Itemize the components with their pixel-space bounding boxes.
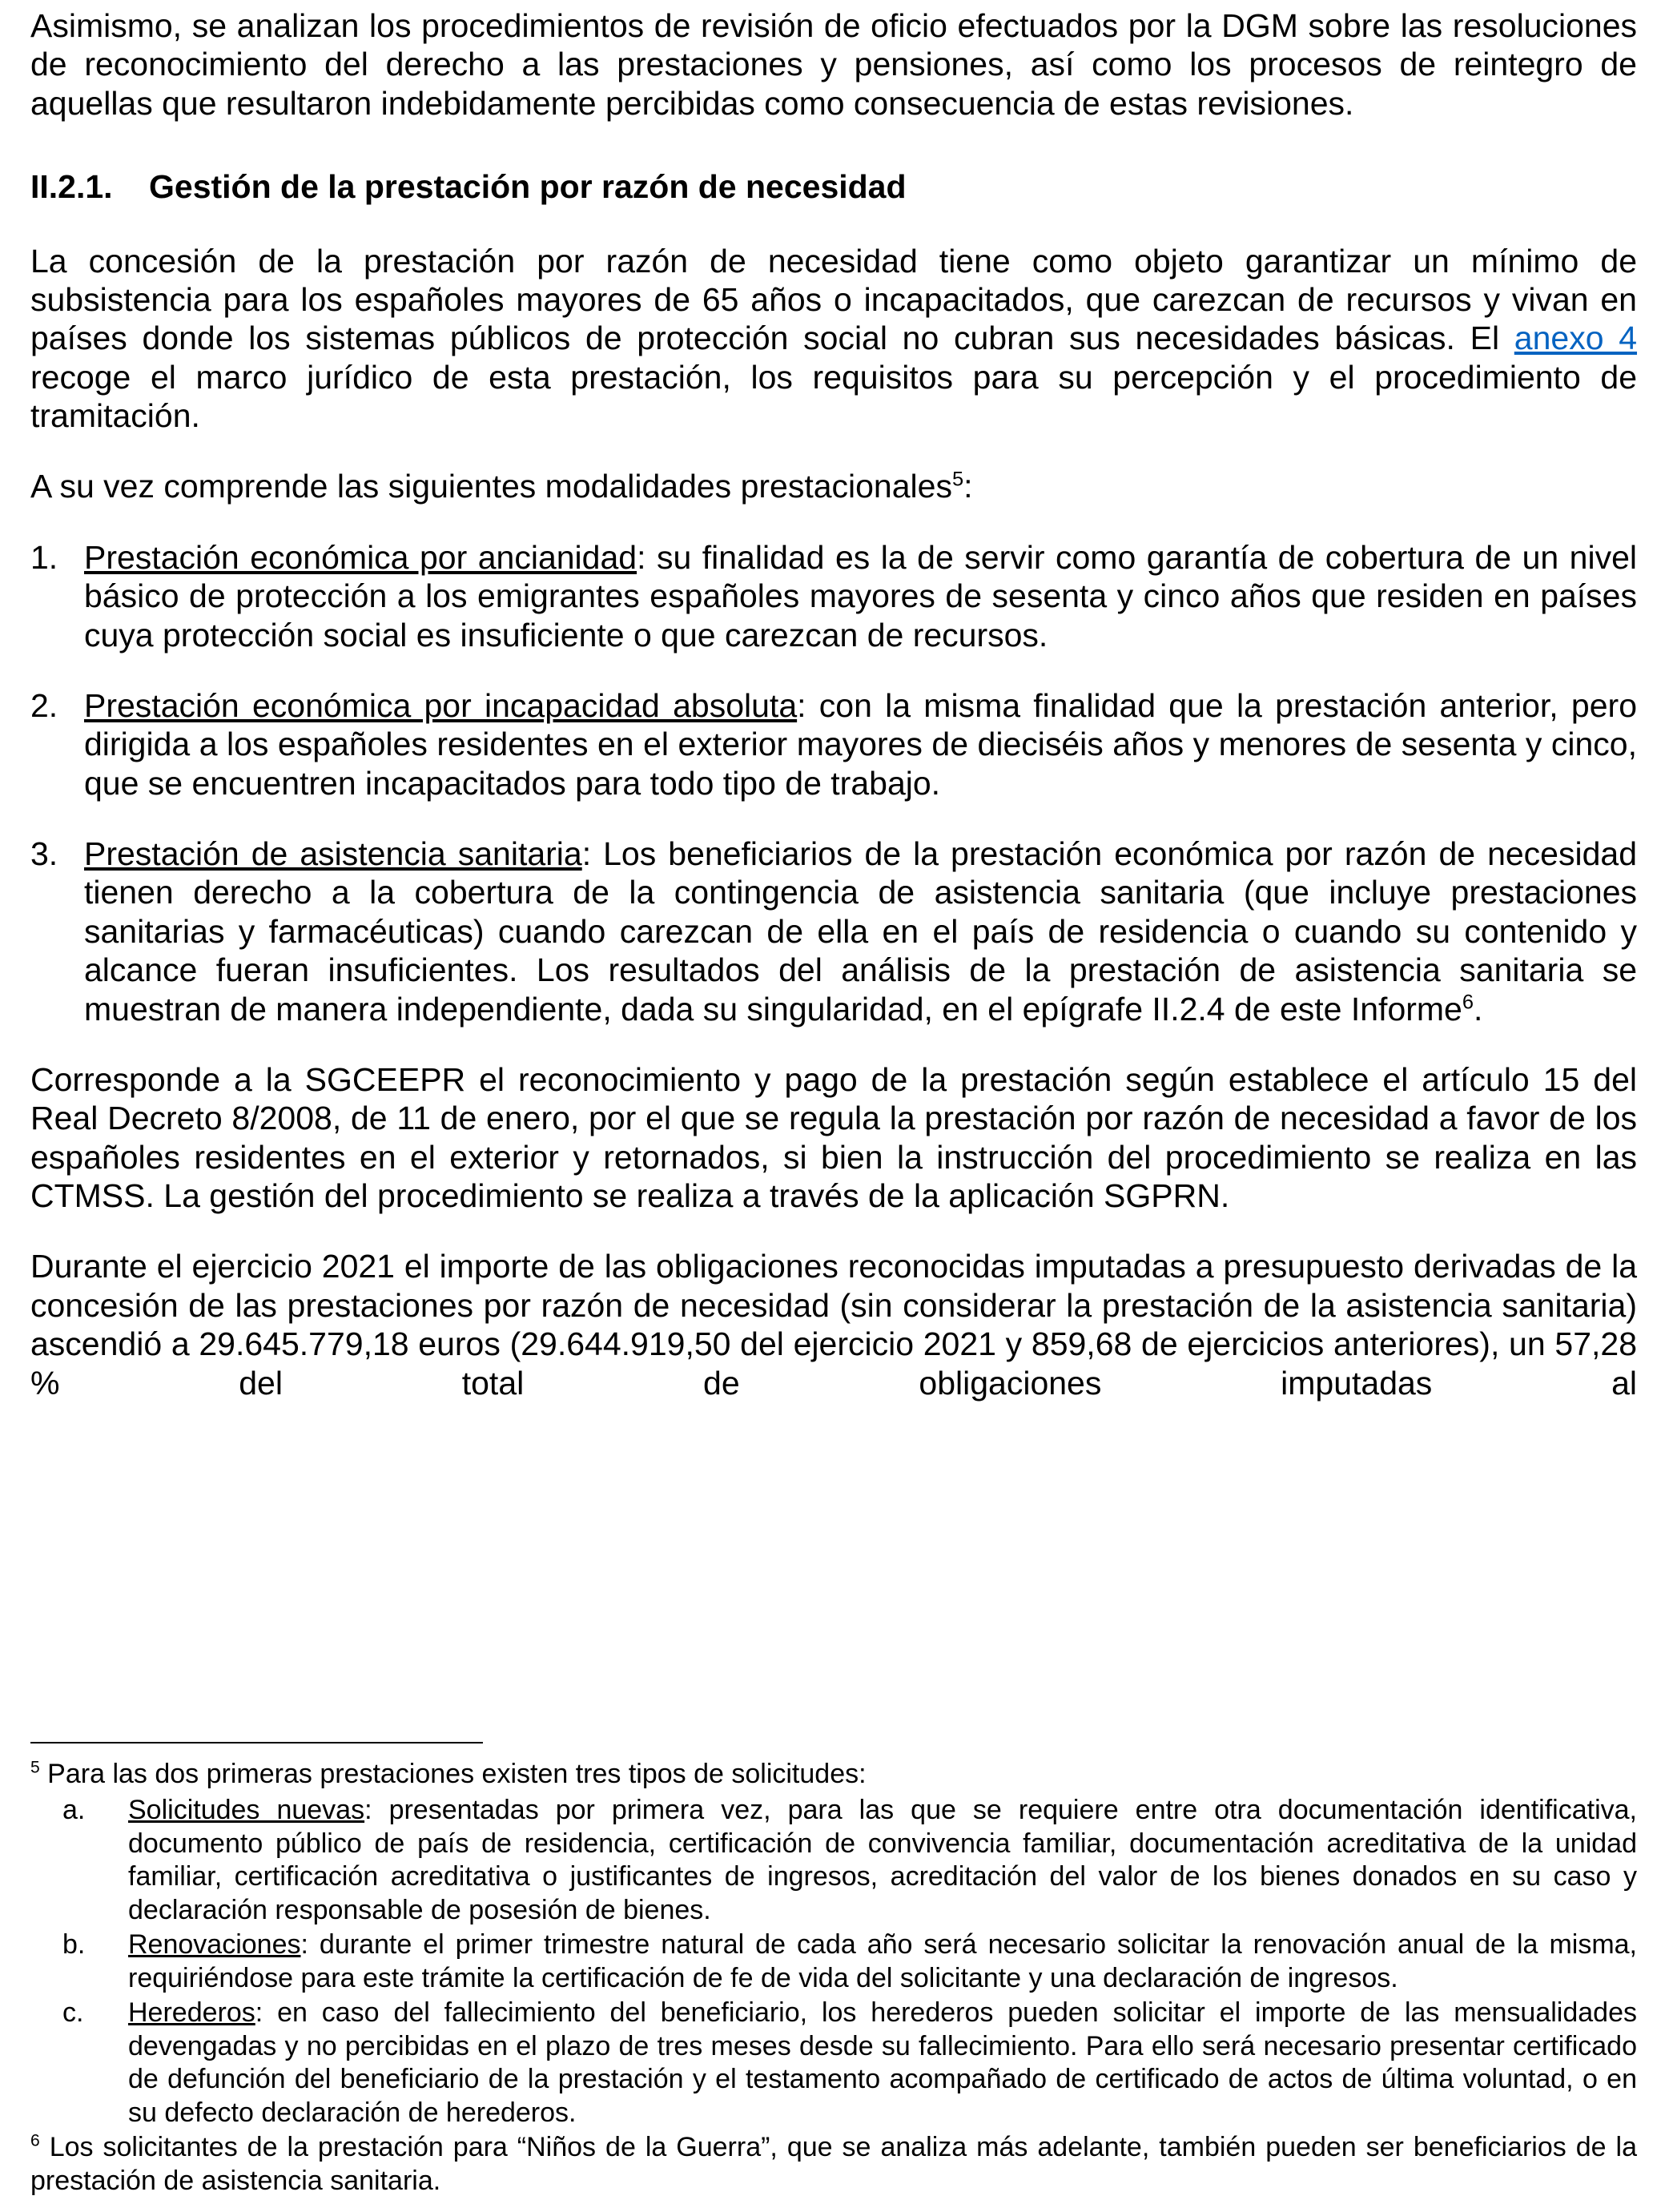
list-item-lead: Prestación económica por ancianidad (84, 538, 637, 576)
list-item-ancianidad (30, 538, 1637, 654)
footnote-text: : en caso del fallecimiento del beneficiario, los herederos pueden solicitar el importe de las mensualidades devengadas y no percibidas en el plazo de tres meses desde su fallecimiento. Para ello será necesario presentar certificado de defunción del beneficiario de la prestación y el testamento acompañado de certificado de actos de última voluntad, o en su defecto declaración de herederos. (128, 1997, 1637, 2128)
paragraph-text: : su finalidad es la de servir como garantía de cobertura de un nivel básico de protección a los emigrantes españoles mayores de sesenta y cinco años que residen en países cuya protección social es insuficiente o que carezcan de recursos. (84, 538, 1637, 654)
list-item-text (84, 835, 1637, 1028)
section-title: Gestión de la prestación por razón de necesidad (149, 168, 907, 206)
paragraph-text: : (963, 468, 973, 505)
list-item-lead: Prestación económica por incapacidad absoluta (84, 686, 798, 724)
footnote-ref-5: 5 (951, 468, 964, 491)
footnote-separator (30, 1742, 483, 1743)
footnote-item-text (128, 1794, 1637, 1927)
paragraph-text: : Los beneficiarios de la prestación económica por razón de necesidad tienen derecho a la cobertura de la contingencia de asistencia sanitaria (que incluye prestaciones sanitarias y farmacéuticas) cuando carezcan de ella en el país de residencia o cuando su contenido y alcance fueran insuficientes. Los resultados del análisis de la prestación de asistencia sanitaria se muestran de manera independiente, dada su singularidad, en el epígrafe II.2.4 de este Informe (84, 835, 1637, 1028)
list-item-lead: Prestación de asistencia sanitaria (84, 835, 582, 872)
footnote-5-item-c (30, 1997, 1637, 2130)
section-number: II.2.1. (30, 168, 113, 206)
footnote-item-letter: a. (62, 1795, 86, 1826)
paragraph-corresponde: Corresponde a la SGCEEPR el reconocimiento y pago de la prestación según establece el artículo 15 del Real Decreto 8/2008, de 11 de enero, por el que se regula la prestación por razón de necesidad a favor de los españoles residentes en el exterior y retornados, si bien la instrucción del procedimiento se realiza en las CTMSS. La gestión del procedimiento se realiza a través de la aplicación SGPRN. (30, 1060, 1637, 1214)
list-item-incapacidad (30, 686, 1637, 802)
footnote-5-item-a (30, 1794, 1637, 1927)
paragraph-text: A su vez comprende las siguientes modalidades prestacionales (30, 468, 952, 505)
footnote-text: : presentadas por primera vez, para las que se requiere entre otra documentación identificativa, documento público de país de residencia, certificación de convivencia familiar, documentación acreditativa de la unidad familiar, certificación acreditativa o justificantes de ingresos, acreditación del valor de los bienes donados en su caso y declaración responsable de posesión de bienes. (128, 1795, 1637, 1925)
paragraph-revision-oficio: Asimismo, se analizan los procedimientos de revisión de oficio efectuados por la DGM sobre las resoluciones de reconocimiento del derecho a las prestaciones y pensiones, así como los procesos de reintegro de aquellas que resultaron indebidamente percibidas como consecuencia de estas revisiones. (30, 7, 1637, 122)
list-item-number: 2. (30, 686, 58, 724)
footnote-item-text (128, 1997, 1637, 2130)
footnote-item-lead: Herederos (128, 1997, 255, 2029)
footnote-6-marker: 6 (30, 2131, 40, 2150)
footnote-item-text (128, 1928, 1637, 1995)
footnote-5-item-b (30, 1928, 1637, 1995)
paragraph-text: recoge el marco jurídico de esta prestación, los requisitos para su percepción y el procedimiento de tramitación. (30, 358, 1637, 434)
list-item-text (84, 538, 1637, 654)
footnote-5-marker: 5 (30, 1758, 40, 1777)
list-item-number: 3. (30, 835, 58, 872)
footnotes-section (30, 1742, 1637, 2201)
footnote-5 (30, 1758, 1637, 1791)
footnote-item-letter: c. (62, 1997, 84, 2029)
paragraph-durante-2021: Durante el ejercicio 2021 el importe de las obligaciones reconocidas imputadas a presupuesto derivadas de la concesión de las prestaciones por razón de necesidad (sin considerar la prestación de la asistencia sanitaria) ascendió a 29.645.779,18 euros (29.644.919,50 del ejercicio 2021 y 859,68 de ejercicios anteriores), un 57,28 % del total de obligaciones imputadas al (30, 1248, 1637, 1402)
list-item-number: 1. (30, 538, 58, 576)
list-item-asistencia-sanitaria (30, 835, 1637, 1028)
list-item-text (84, 686, 1637, 802)
paragraph-text: . (1474, 990, 1483, 1028)
paragraph-text: La concesión de la prestación por razón de necesidad tiene como objeto garantizar un mínimo de subsistencia para los españoles mayores de 65 años o incapacitados, que carezcan de recursos y vivan en países donde los sistemas públicos de protección social no cubran sus necesidades básicas. El (30, 242, 1637, 357)
footnote-text: : durante el primer trimestre natural de cada año será necesario solicitar la renovación anual de la misma, requiriéndose para este trámite la certificación de fe de vida del solicitante y una declaración de ingresos. (128, 1929, 1637, 1993)
footnote-ref-6: 6 (1462, 990, 1474, 1013)
footnote-item-letter: b. (62, 1929, 86, 1961)
section-heading (30, 167, 1637, 206)
footnote-6 (30, 2131, 1637, 2198)
paragraph-text: : con la misma finalidad que la prestación anterior, pero dirigida a los españoles residentes en el exterior mayores de dieciséis años y menores de sesenta y cinco, que se encuentren incapacitados para todo tipo de trabajo. (84, 686, 1637, 802)
paragraph-modalidades (30, 467, 1637, 505)
footnote-text: Los solicitantes de la prestación para “Niños de la Guerra”, que se analiza más adelante, también pueden ser beneficiarios de la prestación de asistencia sanitaria. (30, 2132, 1637, 2196)
paragraph-concesion (30, 242, 1637, 436)
footnote-item-lead: Renovaciones (128, 1929, 301, 1961)
footnote-text: Para las dos primeras prestaciones existen tres tipos de solicitudes: (39, 1758, 867, 1789)
anexo-4-link[interactable]: anexo 4 (1514, 320, 1638, 357)
footnote-item-lead: Solicitudes nuevas (128, 1795, 365, 1826)
